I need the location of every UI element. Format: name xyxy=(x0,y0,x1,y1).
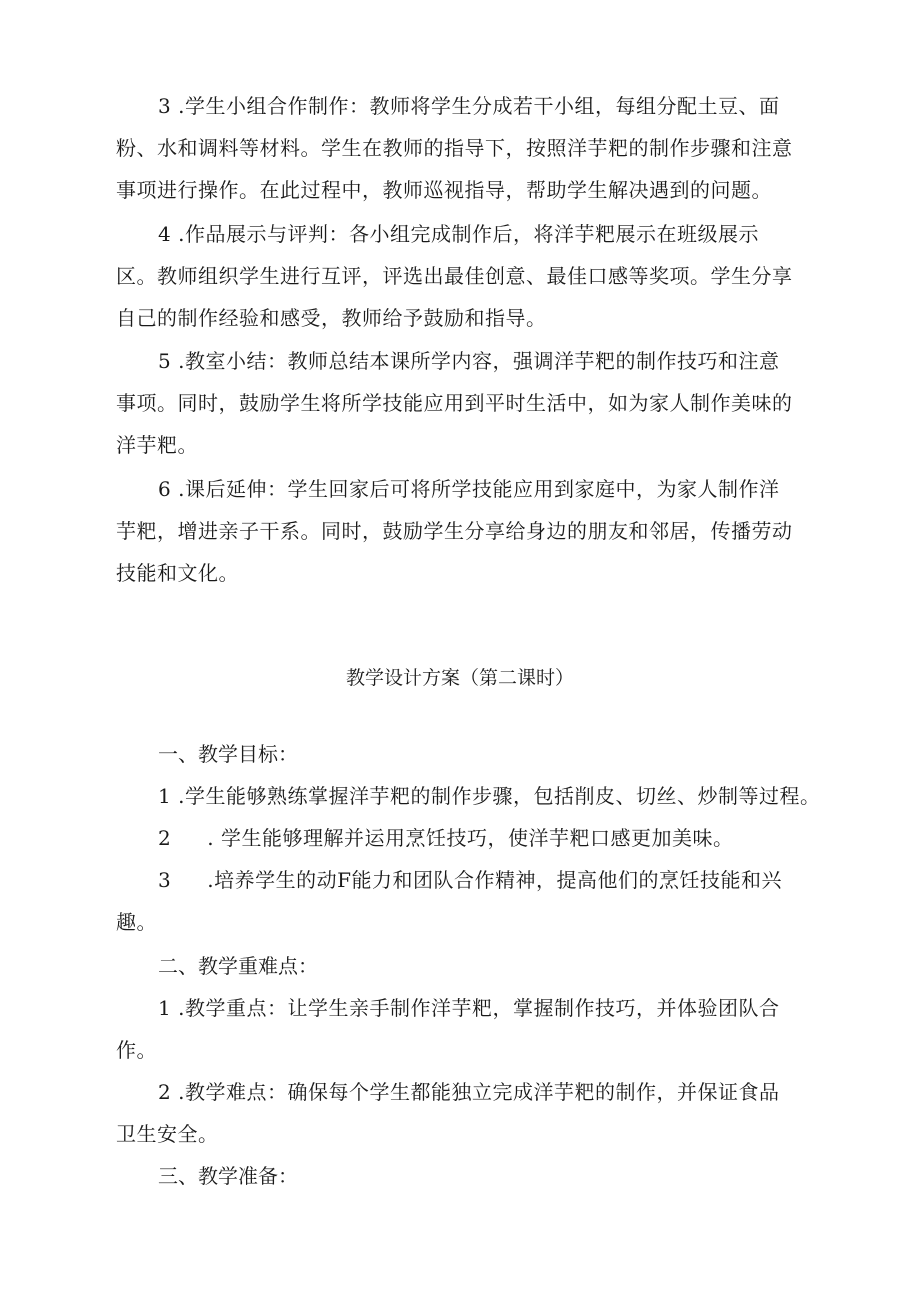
goal2-text: . 学生能够理解并运用烹饪技巧，使洋芋粑口感更加美味。 xyxy=(207,826,734,850)
item3-line2: 粉、水和调料等材料。学生在教师的指导下，按照洋芋粑的制作步骤和注意 xyxy=(116,136,793,160)
item4-line1: 4 .作品展示与评判：各小组完成制作后，将洋芋粑展示在班级展示 xyxy=(158,222,759,246)
item4-line2: 区。教师组织学生进行互评，评选出最佳创意、最佳口感等奖项。学生分享 xyxy=(116,264,793,288)
goal3 xyxy=(158,866,878,894)
item6-line3: 技能和文化。 xyxy=(116,561,239,585)
difficulty-line1: 2 .教学难点：确保每个学生都能独立完成洋芋粑的制作，并保证食品 xyxy=(158,1080,780,1104)
goal3-text: .培养学生的动F能力和团队合作精神，提高他们的烹饪技能和兴 xyxy=(207,868,782,892)
section1-heading: 一、教学目标： xyxy=(158,742,298,766)
key-point-line2: 作。 xyxy=(116,1038,157,1062)
goal2 xyxy=(158,824,878,852)
difficulty-line2: 卫生安全。 xyxy=(116,1122,219,1146)
item5-line3: 洋芋粑。 xyxy=(116,433,198,457)
page-title: 教学设计方案（第二课时） xyxy=(345,667,574,689)
item6-line2: 芋粑，增进亲子干系。同时，鼓励学生分享给身边的朋友和邻居，传播劳动 xyxy=(116,519,793,543)
item3-line1: 3 .学生小组合作制作：教师将学生分成若干小组，每组分配土豆、面 xyxy=(158,94,780,118)
goal3-number: 3 xyxy=(158,868,172,892)
item3-line3: 事项进行操作。在此过程中，教师巡视指导，帮助学生解决遇到的问题。 xyxy=(116,178,772,202)
goal2-number: 2 xyxy=(158,826,172,850)
section2-heading: 二、教学重难点： xyxy=(158,954,318,978)
item5-line1: 5 .教室小结：教师总结本课所学内容，强调洋芋粑的制作技巧和注意 xyxy=(158,349,780,373)
key-point-line1: 1 .教学重点：让学生亲手制作洋芋粑，掌握制作技巧，并体验团队合 xyxy=(158,996,780,1020)
section3-heading: 三、教学准备： xyxy=(158,1164,298,1188)
item5-line2: 事项。同时，鼓励学生将所学技能应用到平时生活中，如为家人制作美味的 xyxy=(116,391,793,415)
item4-line3: 自己的制作经验和感受，教师给予鼓励和指导。 xyxy=(116,306,547,330)
item6-line1: 6 .课后延伸：学生回家后可将所学技能应用到家庭中，为家人制作洋 xyxy=(158,477,780,501)
goal3-continued: 趣。 xyxy=(116,910,157,934)
goal1: 1 .学生能够熟练掌握洋芋粑的制作步骤，包括削皮、切丝、炒制等过程。 xyxy=(158,784,821,808)
